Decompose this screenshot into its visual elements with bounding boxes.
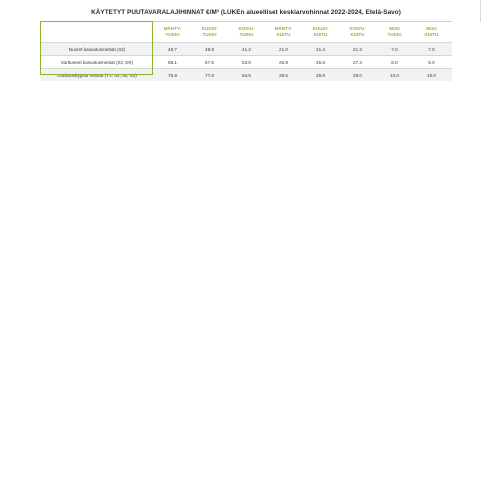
table-row (40, 56, 452, 69)
column-header: KUUSI- TUKKI (201, 26, 218, 37)
table-row (40, 43, 452, 56)
table-cell: 27.3 (353, 59, 362, 65)
column-header: MUU TUKKI (387, 26, 402, 37)
margin-line (480, 0, 481, 22)
table-cell: 48.7 (168, 46, 177, 52)
table-cell: 76.9 (168, 72, 177, 78)
table-cell: 21.4 (316, 46, 325, 52)
row-label: Nuoret kasvatusmetsät (02) (68, 46, 126, 52)
table-cell: 10.0 (427, 72, 436, 78)
table-cell: 29.8 (316, 72, 325, 78)
column-header: MÄNTY- KUITU (274, 26, 293, 37)
table-header-row (40, 22, 452, 43)
table-cell: 7.0 (428, 46, 435, 52)
table-cell: 28.5 (279, 72, 288, 78)
table-cell: 77.8 (205, 72, 214, 78)
table-cell: 53.8 (242, 59, 251, 65)
row-label: Uudistuskypsät metsät (Y1, 04, 05, S0) (57, 72, 137, 78)
table-cell: 41.2 (242, 46, 251, 52)
table-cell: 67.9 (205, 59, 214, 65)
table-cell: 8.0 (428, 59, 435, 65)
table-cell: 26.8 (279, 59, 288, 65)
table-cell: 68.1 (168, 59, 177, 65)
table-cell: 21.3 (353, 46, 362, 52)
table-row (40, 69, 452, 81)
table-title: KÄYTETYT PUUTAVARALAJIHINNAT €/M³ (LUKEn alueelliset keskiarvohinnat 2022-2024, Etelä-Savo) (91, 9, 401, 16)
table-cell: 10.0 (390, 72, 399, 78)
table-cell: 64.5 (242, 72, 251, 78)
price-table (40, 21, 452, 81)
table-cell: 29.0 (353, 72, 362, 78)
table-cell: 26.8 (316, 59, 325, 65)
table-cell: 21.0 (279, 46, 288, 52)
column-header: KOIVU- KUITU (349, 26, 366, 37)
table-cell: 8.0 (391, 59, 398, 65)
column-header: KUUSI- KUITU (312, 26, 329, 37)
column-header: MÄNTY- TUKKI (163, 26, 182, 37)
column-header: MUU KUITU (424, 26, 439, 37)
table-cell: 48.9 (205, 46, 214, 52)
header-label-cell (40, 22, 154, 42)
row-label: Varttuneet kasvatusmetsät (03, ER) (60, 59, 134, 65)
table-cell: 7.0 (391, 46, 398, 52)
column-header: KOIVU- TUKKI (238, 26, 255, 37)
